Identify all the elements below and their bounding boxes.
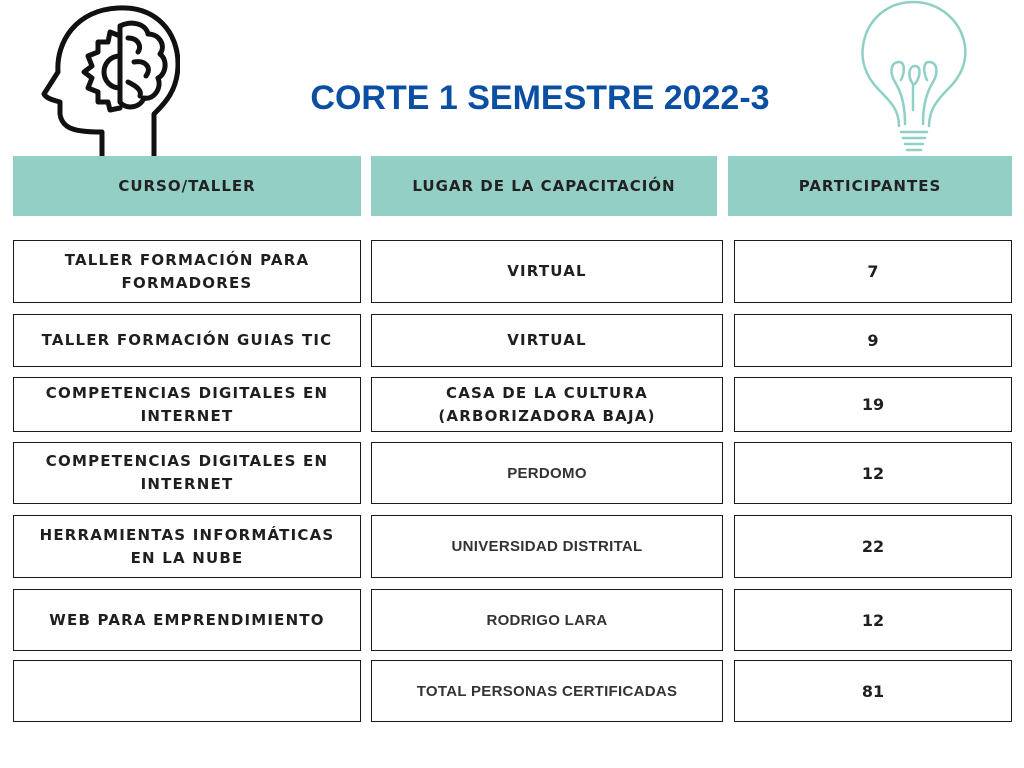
table-cell-participants xyxy=(734,314,1012,367)
place-label: PERDOMO xyxy=(507,464,587,482)
table-cell-participants xyxy=(734,442,1012,504)
table-cell-total-value xyxy=(734,660,1012,722)
participants-value: 9 xyxy=(867,331,879,350)
brain-gear-head-icon xyxy=(38,2,180,158)
table-cell-place xyxy=(371,442,723,504)
participants-value: 22 xyxy=(861,537,885,556)
participants-value: 12 xyxy=(861,610,885,630)
table-cell-place xyxy=(371,515,723,578)
table-cell-course xyxy=(13,377,361,432)
header-participantes-label: PARTICIPANTES xyxy=(798,177,942,195)
table-cell-participants xyxy=(734,589,1012,651)
place-label: RODRIGO LARA xyxy=(486,611,608,629)
table-cell-course xyxy=(13,442,361,504)
table-cell-course xyxy=(13,589,361,651)
course-label: WEB PARA EMPRENDIMIENTO xyxy=(49,610,325,629)
course-label: COMPETENCIAS DIGITALES EN INTERNET xyxy=(45,383,329,425)
course-label: HERRAMIENTAS INFORMÁTICAS EN LA NUBE xyxy=(39,525,335,567)
place-label: VIRTUAL xyxy=(507,262,587,280)
header-curso-taller-label: CURSO/TALLER xyxy=(118,177,256,195)
table-cell-course xyxy=(13,515,361,578)
table-cell-course xyxy=(13,314,361,367)
participants-value: 19 xyxy=(861,395,885,414)
place-label: CASA DE LA CULTURA (ARBORIZADORA BAJA) xyxy=(438,383,656,425)
header-participantes xyxy=(728,156,1012,216)
participants-value: 7 xyxy=(867,262,879,281)
table-cell-course xyxy=(13,240,361,303)
total-value: 81 xyxy=(861,681,885,701)
total-label: TOTAL PERSONAS CERTIFICADAS xyxy=(416,682,678,700)
place-label: UNIVERSIDAD DISTRITAL xyxy=(451,538,643,555)
table-cell-participants xyxy=(734,515,1012,578)
place-label: VIRTUAL xyxy=(507,331,587,349)
lightbulb-icon xyxy=(855,0,973,158)
participants-value: 12 xyxy=(861,463,885,483)
header-lugar-capacitacion xyxy=(371,156,717,216)
table-cell-place xyxy=(371,589,723,651)
course-label: TALLER FORMACIÓN PARA FORMADORES xyxy=(64,250,310,292)
course-label: TALLER FORMACIÓN GUIAS TIC xyxy=(41,331,333,349)
header-lugar-capacitacion-label: LUGAR DE LA CAPACITACIÓN xyxy=(412,177,676,195)
table-cell-place xyxy=(371,240,723,303)
header-curso-taller xyxy=(13,156,361,216)
table-cell-participants xyxy=(734,240,1012,303)
course-label: COMPETENCIAS DIGITALES EN INTERNET xyxy=(45,452,329,493)
table-cell-total-label xyxy=(371,660,723,722)
table-cell-place xyxy=(371,314,723,367)
table-cell-place xyxy=(371,377,723,432)
page-title: CORTE 1 SEMESTRE 2022-3 xyxy=(310,79,770,117)
table-cell-participants xyxy=(734,377,1012,432)
table-cell-total-empty xyxy=(13,660,361,722)
